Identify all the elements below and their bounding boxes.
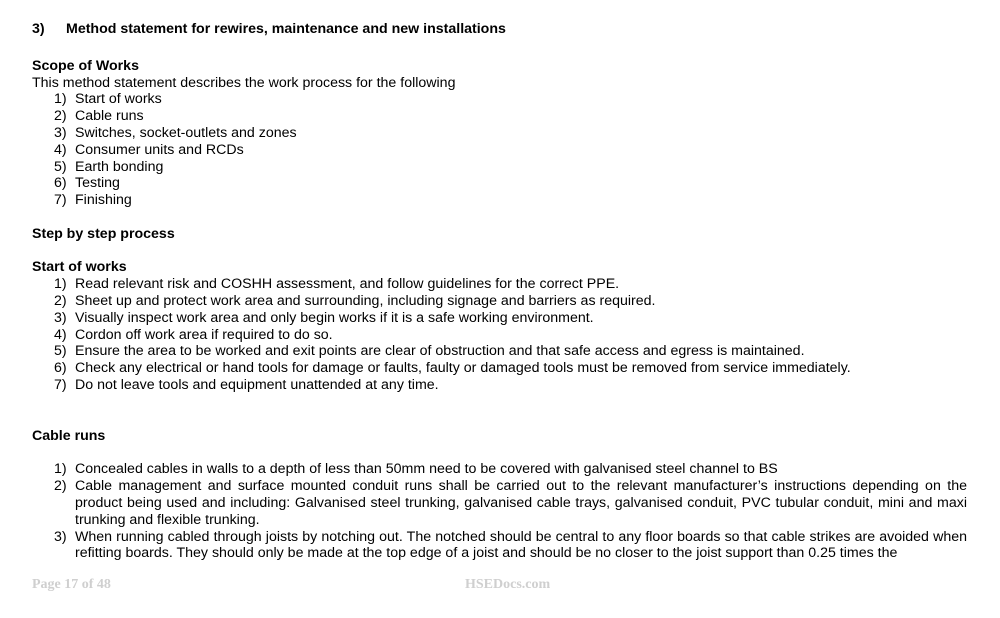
list-item-number: 1) [54, 91, 67, 108]
list-item-text: Sheet up and protect work area and surrounding, including signage and barriers as required. [75, 292, 656, 309]
list-item [32, 529, 967, 563]
list-item [32, 108, 967, 125]
list-item-number: 6) [54, 175, 67, 192]
list-item [32, 360, 967, 377]
list-item-number: 5) [54, 158, 67, 175]
list-item-number: 5) [54, 343, 67, 360]
scope-list [32, 91, 967, 209]
list-item-text: Testing [75, 175, 120, 192]
list-item-text: Consumer units and RCDs [75, 141, 244, 158]
list-item-number: 2) [54, 108, 67, 125]
list-item-number: 1) [54, 461, 67, 478]
list-item-number: 6) [54, 360, 67, 377]
list-item-number: 3) [54, 528, 67, 545]
start-heading: Start of works [32, 259, 127, 276]
list-item-text: Finishing [75, 192, 132, 209]
list-item [32, 478, 967, 528]
list-item-text: Cable management and surface mounted conduit runs shall be carried out to the relevant manufacturer’s instructions depending on the product being used and including: Galvanised steel trunking, galvanised cable trays, galvanised conduit, PVC tubular conduit, mini and maxi trunking and flexible trunking. [75, 478, 967, 528]
section-title-text: Method statement for rewires, maintenance and new installations [66, 21, 506, 37]
list-item [32, 125, 967, 142]
list-item [32, 293, 967, 310]
list-item-text: Concealed cables in walls to a depth of less than 50mm need to be covered with galvanised steel channel to BS [75, 461, 778, 478]
site-watermark: HSEDocs.com [465, 577, 551, 592]
section-title [32, 21, 967, 41]
list-item [32, 327, 967, 344]
list-item-text: Visually inspect work area and only begin works if it is a safe working environment. [75, 309, 594, 326]
list-item-number: 2) [54, 292, 67, 309]
document-page [32, 21, 967, 562]
list-item [32, 276, 967, 293]
list-item [32, 461, 967, 478]
section-number: 3) [32, 21, 45, 37]
list-item-text: Start of works [75, 91, 162, 108]
list-item-text: Earth bonding [75, 158, 164, 175]
list-item-text: Cable runs [75, 108, 144, 125]
list-item-number: 3) [54, 309, 67, 326]
cable-list [32, 461, 967, 562]
page-number: Page 17 of 48 [32, 577, 111, 592]
list-item-number: 2) [54, 478, 67, 495]
list-item-number: 4) [54, 326, 67, 343]
list-item-number: 1) [54, 276, 67, 293]
list-item-number: 3) [54, 124, 67, 141]
list-item-text: Switches, socket-outlets and zones [75, 124, 297, 141]
list-item [32, 310, 967, 327]
list-item-text: Read relevant risk and COSHH assessment, and follow guidelines for the correct PPE. [75, 276, 620, 293]
list-item [32, 192, 967, 209]
list-item [32, 91, 967, 108]
list-item-number: 7) [54, 192, 67, 209]
scope-heading: Scope of Works [32, 57, 139, 74]
scope-intro: This method statement describes the work process for the following [32, 74, 456, 91]
start-list [32, 276, 967, 394]
list-item [32, 142, 967, 159]
list-item-number: 7) [54, 376, 67, 393]
step-heading: Step by step process [32, 225, 175, 242]
list-item [32, 159, 967, 176]
list-item-text: Ensure the area to be worked and exit points are clear of obstruction and that safe access and egress is maintained. [75, 343, 805, 360]
list-item-text: Do not leave tools and equipment unattended at any time. [75, 376, 439, 393]
list-item [32, 175, 967, 192]
page-footer [32, 577, 967, 593]
list-item [32, 377, 967, 394]
list-item-text: Check any electrical or hand tools for damage or faults, faulty or damaged tools must be removed from service immediately. [75, 360, 851, 377]
list-item-text: When running cabled through joists by notching out. The notched should be central to any floor boards so that cable strikes are avoided when refitting boards. They should only be made at the top edge of a joist and should be no closer to the joist support than 0.25 times the [75, 528, 967, 562]
list-item [32, 343, 967, 360]
cable-heading: Cable runs [32, 427, 106, 444]
list-item-text: Cordon off work area if required to do so. [75, 326, 333, 343]
list-item-number: 4) [54, 141, 67, 158]
